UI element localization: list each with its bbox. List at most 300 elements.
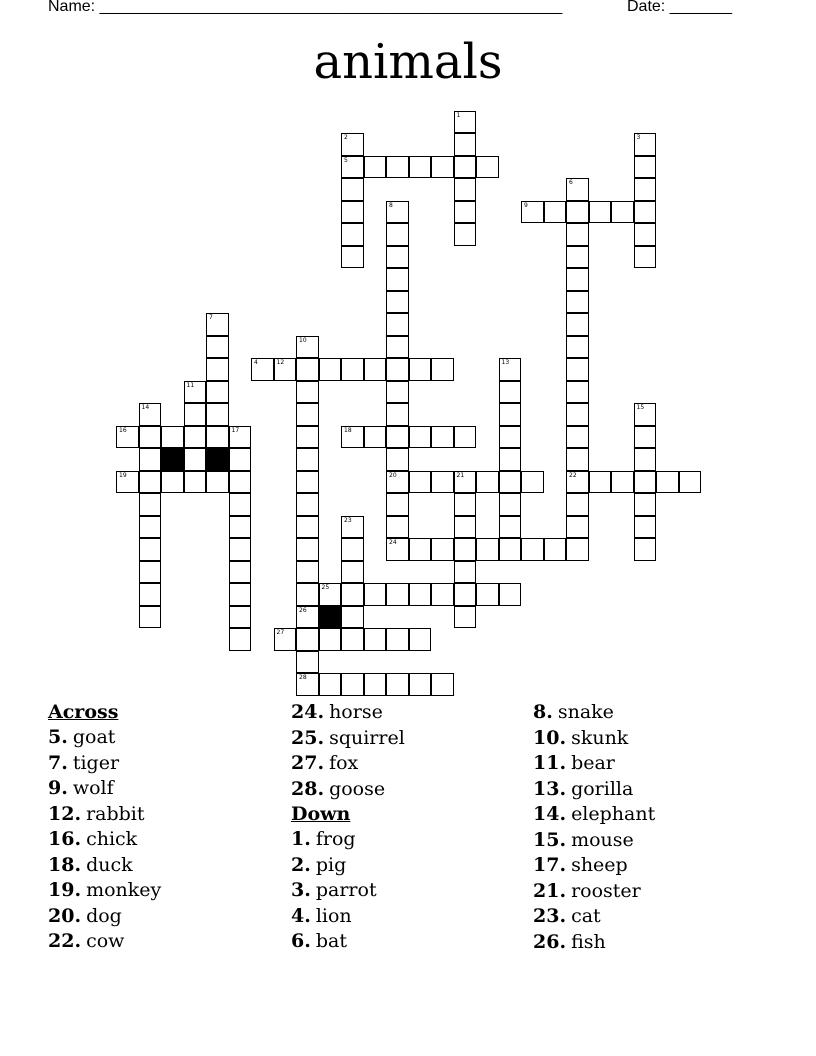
grid-cell[interactable] (386, 223, 409, 246)
grid-cell[interactable] (296, 561, 319, 584)
grid-cell[interactable] (566, 426, 589, 449)
clue-number-label: 21. (533, 879, 567, 902)
grid-cell[interactable] (296, 336, 319, 359)
clue-item (291, 726, 531, 752)
grid-cell[interactable] (296, 448, 319, 471)
clue-text: tiger (72, 751, 120, 774)
grid-cell[interactable] (566, 223, 589, 246)
grid-cell[interactable] (274, 358, 297, 381)
grid-cell[interactable] (341, 673, 364, 696)
clue-number-label: 20. (48, 904, 82, 927)
grid-cell[interactable] (454, 133, 477, 156)
clue-item (48, 878, 288, 904)
clue-number: 9 (524, 201, 528, 209)
grid-cell[interactable] (229, 628, 252, 651)
grid-cell[interactable] (499, 381, 522, 404)
grid-cell[interactable] (566, 291, 589, 314)
clue-number: 26 (299, 606, 307, 614)
clue-item (533, 853, 773, 879)
grid-cell[interactable] (454, 178, 477, 201)
grid-cell[interactable] (139, 606, 162, 629)
clue-text: frog (315, 828, 356, 850)
grid-cell[interactable] (409, 628, 432, 651)
clue-number-label: 19. (48, 879, 82, 901)
grid-cell[interactable] (386, 336, 409, 359)
clue-text: cat (571, 905, 601, 927)
grid-cell[interactable] (431, 426, 454, 449)
grid-cell[interactable] (139, 471, 162, 494)
grid-cell[interactable] (454, 516, 477, 539)
grid-cell[interactable] (544, 538, 567, 561)
grid-cell[interactable] (386, 291, 409, 314)
clue-number-label: 9. (48, 777, 68, 799)
grid-cell[interactable] (296, 628, 319, 651)
grid-cell[interactable] (589, 471, 612, 494)
clue-item (533, 930, 773, 956)
down-heading: Down (291, 803, 351, 825)
grid-cell[interactable] (139, 426, 162, 449)
grid-cell[interactable] (364, 156, 387, 179)
grid-cell[interactable] (656, 471, 679, 494)
grid-cell[interactable] (296, 471, 319, 494)
grid-cell[interactable] (386, 313, 409, 336)
grid-cell[interactable] (499, 426, 522, 449)
grid-cell[interactable] (566, 178, 589, 201)
black-grid-cell (206, 448, 229, 471)
grid-cell[interactable] (679, 471, 702, 494)
grid-cell[interactable] (229, 471, 252, 494)
grid-cell[interactable] (499, 358, 522, 381)
clue-text: fox (329, 752, 359, 774)
grid-cell[interactable] (206, 426, 229, 449)
clue-number: 4 (254, 359, 258, 366)
grid-cell[interactable] (566, 381, 589, 404)
clue-text: skunk (571, 726, 629, 749)
clue-number: 12 (276, 359, 285, 366)
clue-text: fish (571, 930, 606, 953)
grid-cell[interactable] (431, 538, 454, 561)
grid-cell[interactable] (566, 471, 589, 494)
grid-cell[interactable] (184, 403, 207, 426)
grid-cell[interactable] (431, 673, 454, 696)
grid-cell[interactable] (319, 673, 342, 696)
grid-cell[interactable] (431, 471, 454, 494)
grid-cell[interactable] (386, 358, 409, 381)
grid-cell[interactable] (634, 223, 657, 246)
grid-cell[interactable] (364, 426, 387, 449)
clue-text: dog (86, 904, 122, 927)
grid-cell[interactable] (431, 583, 454, 606)
clue-number-label: 26. (533, 930, 567, 953)
clue-text: sheep (571, 854, 628, 876)
clue-text: rabbit (86, 802, 145, 825)
grid-cell[interactable] (409, 583, 432, 606)
grid-cell[interactable] (319, 583, 342, 606)
grid-cell[interactable] (566, 516, 589, 539)
grid-cell[interactable] (139, 561, 162, 584)
black-grid-cell (319, 606, 342, 629)
grid-cell[interactable] (229, 493, 252, 516)
grid-cell[interactable] (296, 381, 319, 404)
grid-cell[interactable] (634, 471, 657, 494)
grid-cell[interactable] (566, 358, 589, 381)
clue-number: 8 (389, 201, 393, 209)
clue-number-label: 7. (48, 751, 68, 774)
clue-number: 16 (119, 426, 127, 434)
clue-number: 10 (299, 336, 307, 344)
grid-cell[interactable] (476, 538, 499, 561)
grid-cell[interactable] (454, 201, 477, 224)
grid-cell[interactable] (386, 426, 409, 449)
clue-number-label: 13. (533, 777, 567, 800)
clue-text: pig (315, 853, 347, 876)
clue-item (533, 828, 773, 854)
grid-cell[interactable] (206, 471, 229, 494)
grid-cell[interactable] (229, 426, 252, 449)
grid-cell[interactable] (206, 403, 229, 426)
clue-number: 17 (231, 426, 240, 434)
clue-number: 21 (456, 471, 465, 479)
across-heading: Across (48, 701, 119, 723)
grid-cell[interactable] (206, 336, 229, 359)
grid-cell[interactable] (566, 336, 589, 359)
grid-cell[interactable] (386, 583, 409, 606)
grid-cell[interactable] (341, 246, 364, 269)
grid-cell[interactable] (116, 426, 139, 449)
grid-cell[interactable] (521, 538, 544, 561)
grid-cell[interactable] (184, 448, 207, 471)
clue-number: 5 (344, 156, 348, 164)
grid-cell[interactable] (566, 403, 589, 426)
grid-cell[interactable] (454, 223, 477, 246)
grid-cell[interactable] (229, 448, 252, 471)
grid-cell[interactable] (386, 381, 409, 404)
grid-cell[interactable] (499, 538, 522, 561)
grid-cell[interactable] (341, 538, 364, 561)
clue-item (291, 700, 531, 726)
clue-number: 23 (344, 516, 352, 524)
grid-cell[interactable] (409, 426, 432, 449)
grid-cell[interactable] (386, 268, 409, 291)
grid-cell[interactable] (499, 516, 522, 539)
clue-text: monkey (86, 879, 162, 901)
grid-cell[interactable] (139, 493, 162, 516)
clue-text: parrot (315, 879, 377, 901)
clue-item (48, 929, 288, 955)
clue-number: 19 (119, 471, 127, 479)
clue-text: goat (72, 726, 116, 748)
clue-number: 15 (636, 404, 645, 411)
grid-cell[interactable] (364, 583, 387, 606)
grid-cell[interactable] (409, 673, 432, 696)
grid-cell[interactable] (409, 471, 432, 494)
grid-cell[interactable] (139, 538, 162, 561)
grid-cell[interactable] (296, 403, 319, 426)
grid-cell[interactable] (521, 201, 544, 224)
clue-text: wolf (72, 777, 114, 799)
clue-number-label: 17. (533, 854, 567, 876)
clue-number-label: 22. (48, 930, 82, 952)
clue-number: 24 (389, 539, 397, 546)
clue-text: lion (315, 904, 352, 927)
clue-number: 25 (321, 584, 330, 591)
clue-item (48, 802, 288, 828)
grid-cell[interactable] (386, 156, 409, 179)
grid-cell[interactable] (409, 538, 432, 561)
clue-text: duck (86, 853, 133, 876)
grid-cell[interactable] (454, 471, 477, 494)
clue-number-label: 2. (291, 853, 311, 876)
grid-cell[interactable] (499, 471, 522, 494)
grid-cell[interactable] (611, 201, 634, 224)
clue-text: snake (557, 701, 614, 723)
black-grid-cell (161, 448, 184, 471)
grid-cell[interactable] (454, 583, 477, 606)
grid-cell[interactable] (566, 313, 589, 336)
grid-cell[interactable] (386, 673, 409, 696)
grid-cell[interactable] (296, 583, 319, 606)
clue-number-label: 14. (533, 803, 567, 825)
clue-item (533, 802, 773, 828)
grid-cell[interactable] (634, 426, 657, 449)
grid-cell[interactable] (634, 178, 657, 201)
grid-cell[interactable] (454, 606, 477, 629)
grid-cell[interactable] (364, 628, 387, 651)
clue-item (291, 904, 531, 930)
grid-cell[interactable] (341, 516, 364, 539)
grid-cell[interactable] (319, 358, 342, 381)
clue-number: 3 (636, 134, 641, 141)
grid-cell[interactable] (634, 246, 657, 269)
grid-cell[interactable] (409, 358, 432, 381)
clue-number-label: 6. (291, 930, 311, 952)
clue-number: 22 (569, 471, 577, 479)
grid-cell[interactable] (296, 651, 319, 674)
grid-cell[interactable] (206, 313, 229, 336)
grid-cell[interactable] (386, 493, 409, 516)
grid-cell[interactable] (139, 516, 162, 539)
grid-cell[interactable] (476, 471, 499, 494)
grid-cell[interactable] (229, 561, 252, 584)
grid-cell[interactable] (296, 538, 319, 561)
grid-cell[interactable] (274, 628, 297, 651)
grid-cell[interactable] (184, 381, 207, 404)
clue-number-label: 18. (48, 853, 82, 876)
grid-cell[interactable] (319, 628, 342, 651)
clue-text: horse (329, 701, 383, 723)
grid-cell[interactable] (454, 493, 477, 516)
clue-number-label: 12. (48, 802, 82, 825)
clue-text: squirrel (329, 726, 405, 749)
grid-cell[interactable] (634, 493, 657, 516)
grid-cell[interactable] (341, 606, 364, 629)
clue-text: gorilla (571, 777, 634, 800)
grid-cell[interactable] (251, 358, 274, 381)
grid-cell[interactable] (476, 156, 499, 179)
clue-number-label: 27. (291, 752, 325, 774)
grid-cell[interactable] (634, 538, 657, 561)
grid-cell[interactable] (454, 156, 477, 179)
clue-number: 2 (344, 134, 348, 141)
grid-cell[interactable] (296, 516, 319, 539)
grid-cell[interactable] (634, 516, 657, 539)
clue-number-label: 28. (291, 777, 325, 800)
grid-cell[interactable] (229, 516, 252, 539)
clue-text: chick (86, 828, 138, 850)
clue-item (291, 827, 531, 853)
page-title: animals (313, 34, 503, 90)
clue-text: cow (86, 930, 125, 952)
clue-column-1 (48, 700, 288, 955)
grid-cell[interactable] (386, 403, 409, 426)
grid-cell[interactable] (566, 493, 589, 516)
clue-number: 11 (186, 381, 195, 389)
grid-cell[interactable] (454, 426, 477, 449)
clue-number: 27 (276, 629, 285, 636)
grid-cell[interactable] (206, 381, 229, 404)
clue-number-label: 25. (291, 726, 325, 749)
clue-number: 18 (344, 426, 352, 434)
clue-item (533, 751, 773, 777)
clue-item (48, 904, 288, 930)
grid-cell[interactable] (566, 246, 589, 269)
clue-item (291, 853, 531, 879)
clue-number: 14 (141, 404, 150, 411)
clue-item (533, 904, 773, 930)
grid-cell[interactable] (364, 673, 387, 696)
grid-cell[interactable] (341, 223, 364, 246)
grid-cell[interactable] (634, 403, 657, 426)
grid-cell[interactable] (341, 583, 364, 606)
grid-cell[interactable] (566, 538, 589, 561)
clue-number-label: 10. (533, 726, 567, 749)
grid-cell[interactable] (364, 358, 387, 381)
grid-cell[interactable] (634, 448, 657, 471)
clue-number-label: 24. (291, 701, 325, 723)
grid-cell[interactable] (431, 358, 454, 381)
grid-cell[interactable] (139, 448, 162, 471)
clue-item (48, 751, 288, 777)
grid-cell[interactable] (386, 471, 409, 494)
clue-column-3 (533, 700, 773, 955)
grid-cell[interactable] (296, 358, 319, 381)
clue-number: 1 (456, 111, 461, 119)
clue-item (291, 929, 531, 955)
clue-number-label: 3. (291, 879, 311, 901)
grid-cell[interactable] (589, 201, 612, 224)
grid-cell[interactable] (386, 516, 409, 539)
clue-number-label: 5. (48, 726, 68, 748)
grid-cell[interactable] (139, 403, 162, 426)
grid-cell[interactable] (611, 471, 634, 494)
clue-item (533, 726, 773, 752)
grid-cell[interactable] (409, 156, 432, 179)
clue-item (48, 853, 288, 879)
clue-number-label: 16. (48, 828, 82, 850)
grid-cell[interactable] (386, 538, 409, 561)
date-field-label: Date: _______ (627, 0, 732, 15)
grid-cell[interactable] (139, 583, 162, 606)
grid-cell[interactable] (431, 156, 454, 179)
grid-cell[interactable] (386, 448, 409, 471)
grid-cell[interactable] (386, 246, 409, 269)
grid-cell[interactable] (161, 426, 184, 449)
clue-item (48, 776, 288, 802)
clue-number-label: 11. (533, 752, 567, 774)
clue-item (291, 777, 531, 803)
grid-cell[interactable] (341, 426, 364, 449)
clue-text: mouse (571, 828, 634, 851)
grid-cell[interactable] (544, 201, 567, 224)
grid-cell[interactable] (184, 426, 207, 449)
grid-cell[interactable] (229, 583, 252, 606)
grid-cell[interactable] (499, 493, 522, 516)
clue-number: 13 (501, 359, 510, 366)
grid-cell[interactable] (476, 583, 499, 606)
grid-cell[interactable] (296, 673, 319, 696)
grid-cell[interactable] (566, 448, 589, 471)
grid-cell[interactable] (454, 111, 477, 134)
grid-cell[interactable] (454, 561, 477, 584)
grid-cell[interactable] (386, 628, 409, 651)
grid-cell[interactable] (521, 471, 544, 494)
clue-item (48, 725, 288, 751)
grid-cell[interactable] (566, 268, 589, 291)
clue-text: elephant (571, 803, 656, 825)
grid-cell[interactable] (341, 561, 364, 584)
grid-cell[interactable] (341, 133, 364, 156)
grid-cell[interactable] (499, 583, 522, 606)
grid-cell[interactable] (161, 471, 184, 494)
clue-number-label: 4. (291, 904, 311, 927)
clue-item (533, 700, 773, 726)
clue-number-label: 15. (533, 828, 567, 851)
grid-cell[interactable] (341, 358, 364, 381)
grid-cell[interactable] (184, 471, 207, 494)
grid-cell[interactable] (634, 156, 657, 179)
grid-cell[interactable] (206, 358, 229, 381)
grid-cell[interactable] (229, 606, 252, 629)
clue-item (291, 878, 531, 904)
clue-number: 28 (299, 674, 307, 681)
clue-number-label: 23. (533, 905, 567, 927)
grid-cell[interactable] (454, 538, 477, 561)
clue-text: rooster (571, 879, 641, 902)
clue-number-label: 8. (533, 701, 553, 723)
grid-cell[interactable] (499, 448, 522, 471)
clue-number: 6 (569, 179, 573, 186)
grid-cell[interactable] (116, 471, 139, 494)
clue-number: 7 (209, 314, 213, 321)
grid-cell[interactable] (341, 156, 364, 179)
grid-cell[interactable] (566, 201, 589, 224)
grid-cell[interactable] (386, 201, 409, 224)
grid-cell[interactable] (296, 606, 319, 629)
clue-column-2 (291, 700, 531, 955)
clue-item (291, 751, 531, 777)
grid-cell[interactable] (296, 426, 319, 449)
grid-cell[interactable] (341, 201, 364, 224)
grid-cell[interactable] (634, 201, 657, 224)
grid-cell[interactable] (296, 493, 319, 516)
grid-cell[interactable] (341, 178, 364, 201)
grid-cell[interactable] (634, 133, 657, 156)
clue-text: goose (329, 777, 386, 800)
clue-text: bat (315, 930, 347, 952)
grid-cell[interactable] (499, 403, 522, 426)
grid-cell[interactable] (229, 538, 252, 561)
grid-cell[interactable] (341, 628, 364, 651)
